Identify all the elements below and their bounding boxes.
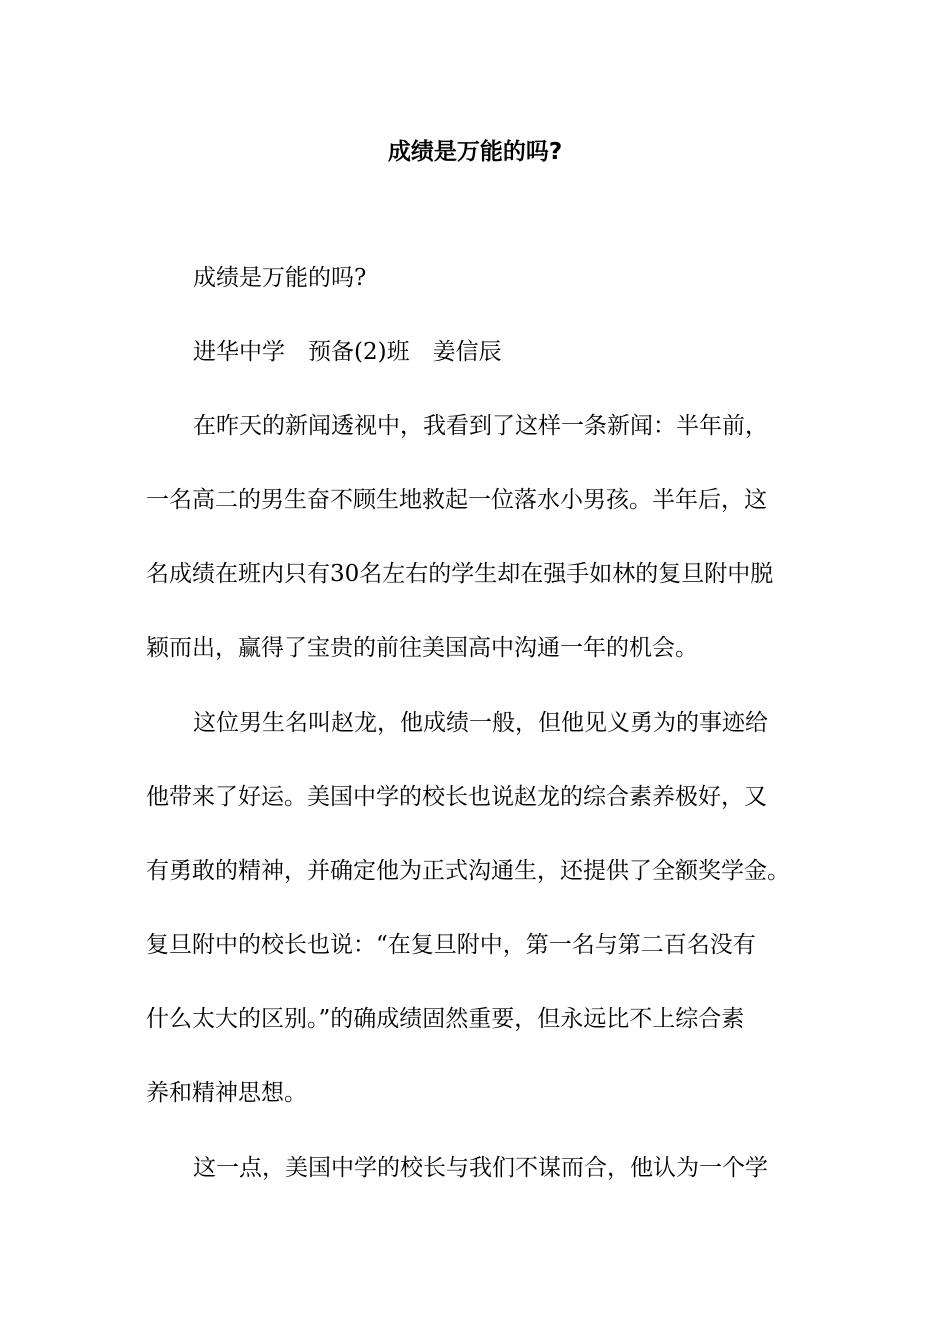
paragraph-line: 在昨天的新闻透视中，我看到了这样一条新闻：半年前，: [193, 413, 768, 439]
paragraph-line: 复旦附中的校长也说：“在复旦附中，第一名与第二百名没有: [146, 932, 756, 958]
paragraph-line: 他带来了好运。美国中学的校长也说赵龙的综合素养极好，又: [146, 784, 767, 810]
paragraph-line: 有勇敢的精神，并确定他为正式沟通生，还提供了全额奖学金。: [146, 858, 790, 884]
document-title: 成绩是万能的吗?: [387, 139, 563, 165]
paragraph-line: 一名高二的男生奋不顾生地救起一位落水小男孩。半年后，这: [146, 487, 767, 513]
paragraph-line: 什么太大的区别。”的确成绩固然重要，但永远比不上综合素: [146, 1006, 745, 1032]
author-line: 进华中学 预备(2)班 姜信辰: [193, 339, 502, 365]
article-heading: 成绩是万能的吗?: [193, 265, 367, 291]
paragraph-line: 这位男生名叫赵龙，他成绩一般，但他见义勇为的事迹给: [193, 710, 768, 736]
paragraph-line: 颖而出，赢得了宝贵的前往美国高中沟通一年的机会。: [146, 635, 698, 661]
paragraph-line: 养和精神思想。: [146, 1080, 307, 1106]
paragraph-line: 名成绩在班内只有30名左右的学生却在强手如林的复旦附中脱: [146, 561, 774, 587]
paragraph-line: 这一点，美国中学的校长与我们不谋而合，他认为一个学: [193, 1155, 768, 1181]
